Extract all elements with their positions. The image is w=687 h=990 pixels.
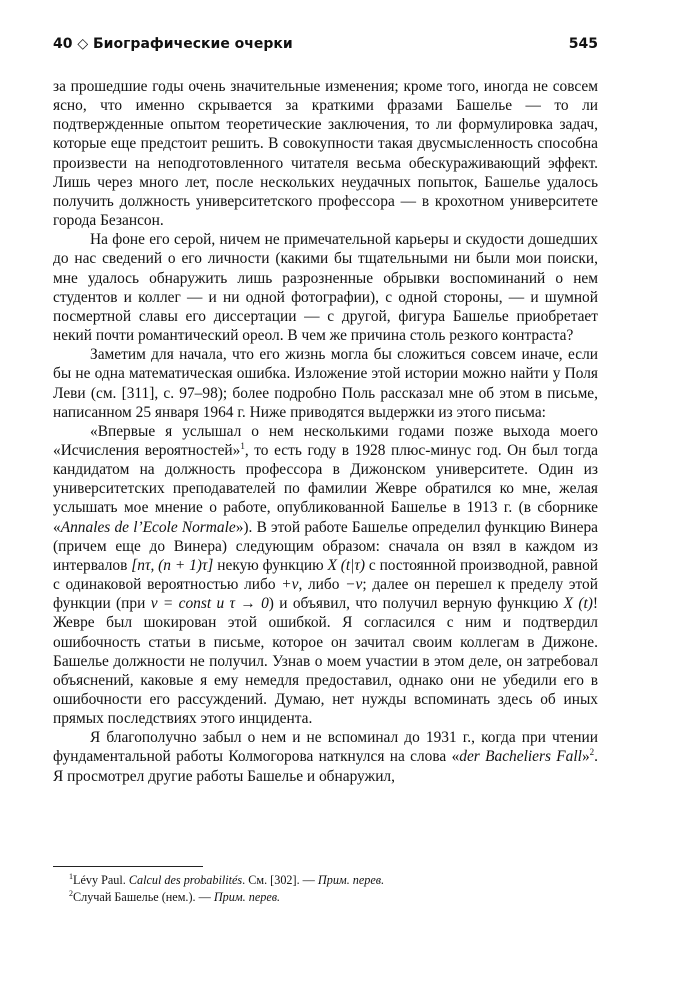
- footnote-author: Lévy Paul.: [73, 873, 129, 887]
- quote-text: некую функцию: [213, 556, 328, 574]
- footnotes: [53, 872, 598, 906]
- paragraph-5: [53, 728, 598, 785]
- paragraph-text: »: [581, 748, 590, 766]
- footnote-text: Случай Башелье (нем.). —: [73, 890, 214, 904]
- footnote-ref-2: 2: [589, 747, 595, 758]
- running-head: [53, 36, 598, 56]
- separator-diamond-icon: ◇: [77, 36, 89, 52]
- quote-text: ! Жевре был шокирован этой ошибкой. Я согласился с ним и подтвердил ошибочность статьи в письме, которое он зачитал своим коллегам в Дижоне. Башелье должности не получил. Узнав о моем участии в этом деле, он затребовал объяснений, каковые я ему немедля предоставил, однако они не убедили его в ошибочности его рассуждений. Думаю, нет нужды вспоминать здесь об иных прямых последствиях этого инцидента.: [53, 595, 598, 728]
- page-number-right: 545: [568, 36, 598, 52]
- footnote-mark-1: 1: [69, 872, 73, 881]
- page-number-left: 40: [53, 36, 73, 52]
- footnote-ref-1: 1: [240, 440, 245, 451]
- footnote-translator-note: Прим. перев.: [213, 890, 281, 904]
- body-text: [53, 77, 598, 786]
- footnote-translator-note: Прим. перев.: [317, 873, 385, 887]
- footnote-book-title: Calcul des probabilités: [128, 873, 243, 887]
- math-minus-v: −v: [345, 576, 363, 594]
- quote-text: ) и объявил, что получил верную функцию: [268, 595, 564, 613]
- footnote-mark-2: 2: [69, 889, 73, 898]
- math-interval: [nτ, (n + 1)τ]: [131, 556, 214, 574]
- quote-text: , либо: [298, 576, 346, 594]
- paragraph-2: На фоне его серой, ничем не примечательной карьеры и скудости дошедших до нас сведений о его личности (какими бы тщательными ни были мои поиски, мне удалось обнаружить лишь разрозненные обрывки воспоминаний о нем студентов и коллег — и ни одной фотографии), с одной стороны, — и шумной посмертной славы его диссертации — с другой, фигура Башелье приобретает некий почти романтический ореол. В чем же причина столь резкого контраста?: [53, 231, 598, 345]
- paragraph-text: . Я просмотрел другие работы Башелье и обнаружил,: [53, 748, 598, 785]
- chapter-title: Биографические очерки: [93, 36, 293, 52]
- footnote-ref: . См. [302]. —: [242, 873, 318, 887]
- paragraph-4-letter-quote: [53, 422, 598, 729]
- der-bacheliers-fall: der Bacheliers Fall: [459, 748, 582, 766]
- paragraph-3: Заметим для начала, что его жизнь могла бы сложиться совсем иначе, если бы не одна математическая ошибка. Изложение этой истории можно найти у Поля Леви (см. [311], с. 97–98); более подробно Поль рассказал мне об этом в письме, написанном 25 января 1964 г. Ниже приводятся выдержки из этого письма:: [53, 346, 598, 421]
- annales-title: Annales de l’Ecole Normale: [60, 518, 236, 536]
- math-limit: v = const и τ → 0: [150, 595, 269, 613]
- math-plus-v: +v: [281, 576, 299, 594]
- footnote-divider: [53, 866, 203, 867]
- quote-text: «Впервые я услышал о нем несколькими годами позже выхода моего «Исчисления вероятностей»: [53, 422, 598, 459]
- quote-text: »). В этой работе Башелье определил функцию Винера (причем еще до Винера) следующим образом: сначала он взял в каждом из интервалов: [53, 518, 598, 574]
- footnote-2: [53, 889, 598, 906]
- quote-text: с постоянной производной, равной с одинаковой вероятностью либо: [53, 556, 598, 594]
- math-xt: X (t): [563, 595, 593, 613]
- math-function: X (t|τ): [327, 556, 366, 574]
- paragraph-1: за прошедшие годы очень значительные изменения; кроме того, иногда не совсем ясно, что именно скрывается за краткими фразами Башелье — то ли подтвержденные опытом теоретические заключения, то ли формулировка задач, которые еще предстоит решить. В совокупности такая двусмысленность способна произвести на неподготовленного читателя весьма обескураживающий эффект. Лишь через много лет, после нескольких неудачных попыток, Башелье удалось получить должность университетского профессора — в крохотном университете города Безансон.: [53, 78, 598, 230]
- footnote-1: [53, 872, 598, 889]
- paragraph-text: Я благополучно забыл о нем и не вспоминал до 1931 г., когда при чтении фундаментальной работы Колмогорова наткнулся на слова «: [53, 729, 598, 766]
- quote-text: ; далее он перешел к пределу этой функции (при: [53, 576, 598, 613]
- quote-text: , то есть году в 1928 плюс-минус год. Он был тогда кандидатом на должность профессора в Дижонском университете. Один из университетских преподавателей по фамилии Жевре обратился ко мне, желая услышать мое мнение о работе, опубликованной Башелье в 1913 г. (в сборнике «: [53, 441, 598, 536]
- running-head-left: [53, 36, 293, 52]
